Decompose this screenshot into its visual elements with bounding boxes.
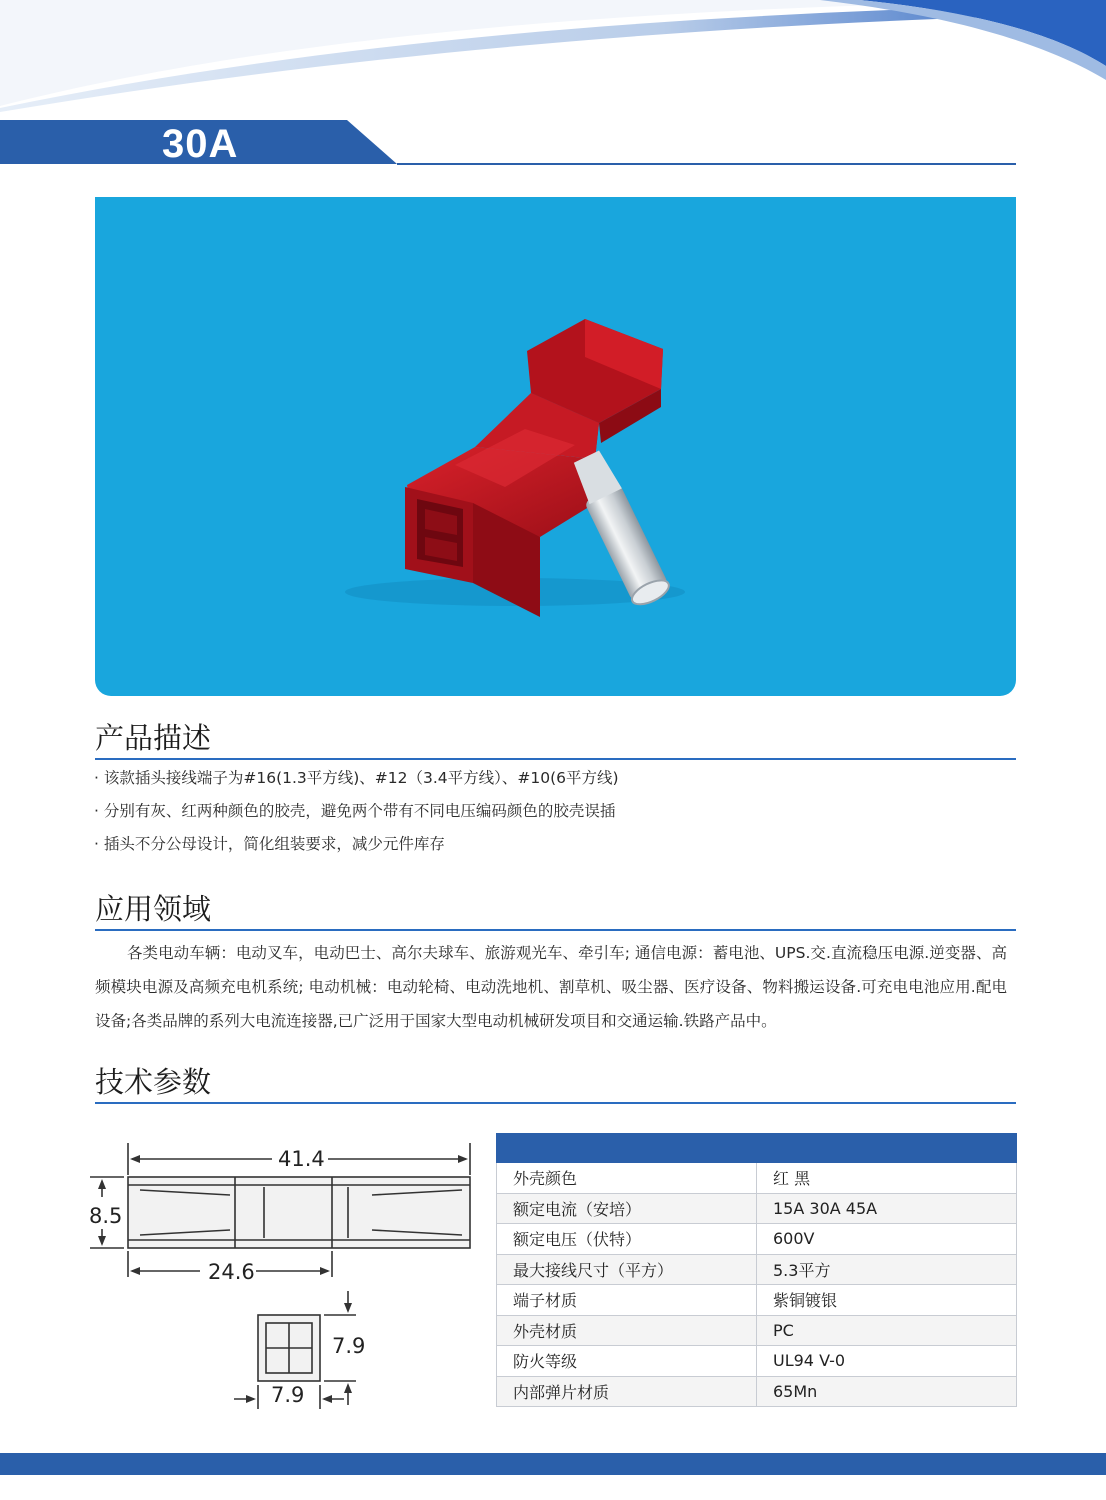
spec-label: 外壳颜色 xyxy=(497,1163,757,1194)
table-row xyxy=(497,1193,1017,1224)
section-title: 应用领域 xyxy=(95,892,212,926)
section-title: 产品描述 xyxy=(95,721,212,755)
description-item: · 插头不分公母设计，简化组装要求，减少元件库存 xyxy=(94,835,445,853)
description-item: · 该款插头接线端子为#16(1.3平方线)、#12（3.4平方线）、#10(6平方线) xyxy=(94,769,619,787)
table-row xyxy=(497,1163,1017,1194)
spec-label: 防火等级 xyxy=(497,1346,757,1377)
spec-label: 额定电流（安培） xyxy=(497,1193,757,1224)
page-title: 30A xyxy=(162,122,239,166)
spec-table xyxy=(496,1133,1017,1407)
dim-half-length: 24.6 xyxy=(208,1260,255,1284)
spec-value: UL94 V-0 xyxy=(757,1346,1017,1377)
description-item: · 分别有灰、红两种颜色的胶壳，避免两个带有不同电压编码颜色的胶壳误插 xyxy=(94,802,616,820)
spec-label: 外壳材质 xyxy=(497,1315,757,1346)
spec-value: 15A 30A 45A xyxy=(757,1193,1017,1224)
spec-label: 最大接线尺寸（平方） xyxy=(497,1254,757,1285)
spec-value: 红 黑 xyxy=(757,1163,1017,1194)
spec-value: 紫铜镀银 xyxy=(757,1285,1017,1316)
spec-table-header xyxy=(497,1134,1017,1163)
table-row xyxy=(497,1346,1017,1377)
table-row xyxy=(497,1254,1017,1285)
table-row xyxy=(497,1315,1017,1346)
product-photo xyxy=(95,197,1016,696)
section-heading-description xyxy=(95,718,1016,760)
spec-label: 端子材质 xyxy=(497,1285,757,1316)
section-heading-applications xyxy=(95,889,1016,931)
spec-value: 65Mn xyxy=(757,1376,1017,1407)
table-row xyxy=(497,1376,1017,1407)
spec-value: PC xyxy=(757,1315,1017,1346)
dim-face-height: 7.9 xyxy=(332,1334,366,1358)
spec-value: 5.3平方 xyxy=(757,1254,1017,1285)
header-swoosh xyxy=(0,0,1106,120)
table-row xyxy=(497,1285,1017,1316)
table-row xyxy=(497,1224,1017,1255)
dim-face-width: 7.9 xyxy=(271,1383,305,1407)
applications-paragraph: 各类电动车辆：电动叉车，电动巴士、高尔夫球车、旅游观光车、牵引车; 通信电源：蓄电池、UPS.交.直流稳压电源.逆变器、高频模块电源及高频充电机系统; 电动机械：电动轮椅、电动洗地机、割草机、吸尘器、医疗设备、物料搬运设备.可充电电池应用.配电设备;各类品牌的系列大电流连接器,已广泛用于国家大型电动机械研发项目和交通运输.铁路产品中。 xyxy=(95,944,1007,1030)
spec-value: 600V xyxy=(757,1224,1017,1255)
spec-label: 内部弹片材质 xyxy=(497,1376,757,1407)
section-title: 技术参数 xyxy=(95,1065,212,1099)
section-heading-specs xyxy=(95,1062,1016,1104)
footer-bar xyxy=(0,1453,1106,1475)
spec-label: 额定电压（伏特） xyxy=(497,1224,757,1255)
dim-total-length: 41.4 xyxy=(278,1147,325,1171)
dim-height: 8.5 xyxy=(89,1204,123,1228)
